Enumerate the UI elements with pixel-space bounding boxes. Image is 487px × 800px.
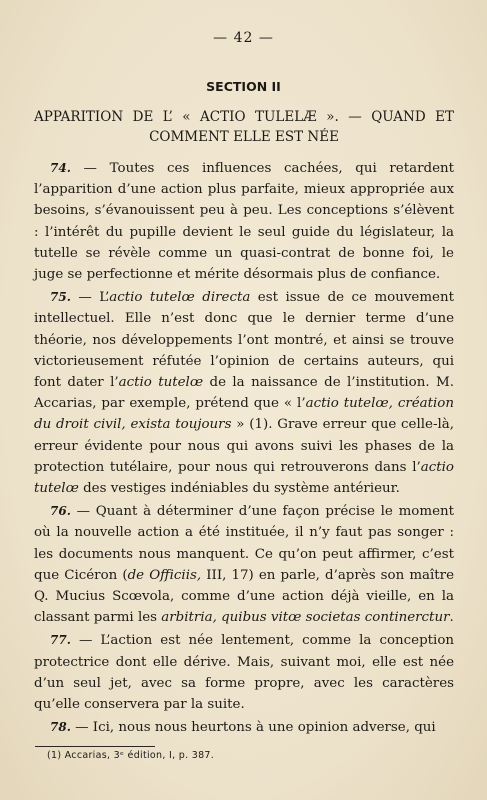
page-number: — 42 — [213, 30, 274, 46]
paragraph-76 [34, 501, 454, 628]
paragraph-number: 76. [50, 504, 71, 519]
paragraph-text: de la naissance de l’institution. M. Accarias, par exemple, prétend que « l’ [34, 375, 454, 412]
paragraph-number: 74. [50, 161, 71, 175]
bleed-through-text [453, 60, 483, 420]
paragraph-text: III, 17) en parle, d’après son maître Q. Mucius Scœvola, comme d’une action déjà vieille, en la classant parmi les [34, 567, 454, 626]
italic-term: actio tutelœ [34, 459, 454, 497]
subtitle-line-2: COMMENT ELLE EST NÉE [149, 129, 339, 145]
paragraph-75 [34, 287, 454, 499]
italic-quote: arbitria, quibus vitœ societas continerctur [161, 610, 450, 626]
paragraph-text: — Ici, nous nous heurtons à une opinion adverse, qui [70, 720, 436, 736]
paragraph-number: 78. [50, 720, 71, 735]
paragraph-text: — L’ [70, 290, 110, 306]
paragraph-text: des vestiges indéniables du système antérieur. [78, 481, 400, 497]
footnote: (1) Accarias, 3ᵉ édition, I, p. 387. [47, 750, 215, 761]
italic-term: actio tutelœ directa [109, 290, 251, 306]
paragraph-text: — Toutes ces influences cachées, qui retardent l’apparition d’une action plus parfaite, mieux appropriée aux besoins, s’évanouissent peu à peu. Les conceptions s’élèvent : l’intérêt du pupille devient le seul guide du législateur, la tutelle se révèle comme un quasi-contrat de bonne foi, le juge se perfectionne et mérite désormais plus de confiance. [34, 161, 454, 283]
paragraph-text: — Quant à déterminer d’une façon précise le moment où la nouvelle action a été instituée, il n’y faut pas songer : les documents nous manquent. Ce qu’on peut affirmer, c’est que Cicéron ( [34, 504, 454, 583]
paragraph-number: 77. [50, 633, 71, 648]
body-text [34, 158, 454, 740]
paragraph-78 [34, 717, 454, 738]
italic-quote: actio tutelœ, création du droit civil, exista toujours [34, 396, 454, 433]
subtitle-line-1: APPARITION DE L’ « ACTIO TULELÆ ». — QUAND ET [34, 109, 454, 125]
section-subtitle [34, 107, 454, 147]
paragraph-text: est issue de ce mouvement intellectuel. Elle n’est donc que le dernier terme d’une théorie, nos développements l’ont montré, et ainsi se trouve victorieusement réfutée l’opinion de certains auteurs, qui font dater l’ [34, 290, 454, 391]
paragraph-77 [34, 630, 454, 715]
section-title: SECTION II [206, 79, 281, 94]
paragraph-text: — L’action est née lentement, comme la conception protectrice dont elle dérive. Mais, suivant moi, elle est née d’un seul jet, avec sa forme propre, avec les caractères qu’elle conservera par la suite. [34, 633, 454, 713]
footnote-rule [35, 746, 155, 747]
paragraph-74 [34, 158, 454, 285]
paragraph-text: . [449, 610, 454, 626]
paragraph-number: 75. [50, 290, 71, 305]
italic-citation: de Officiis, [127, 567, 202, 583]
italic-term: actio tutelœ [118, 375, 204, 391]
paragraph-text: » (1). Grave erreur que celle-là, erreur évidente pour nous qui avons suivi les phases de la protection tutélaire, pour nous qui retrouverons dans l’ [34, 417, 455, 475]
